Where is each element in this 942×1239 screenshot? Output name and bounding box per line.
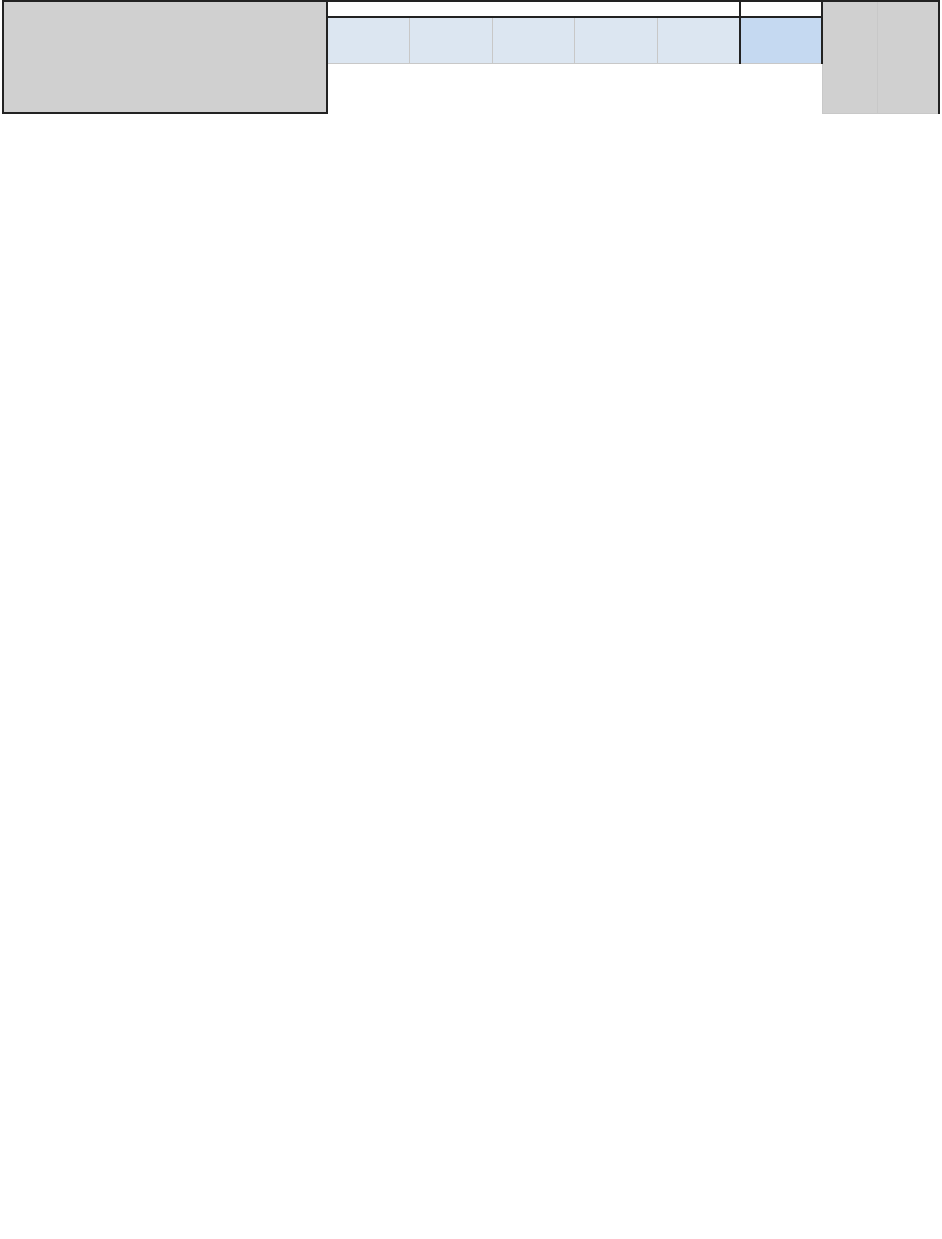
priority-header (877, 1, 939, 113)
risk-table (2, 0, 940, 114)
group-domeinspecifiek (740, 1, 823, 17)
domain-veiligheid (327, 17, 410, 63)
table-header (3, 1, 939, 113)
domain-bestuurlijk-afbreukrisico (575, 17, 658, 63)
domain-financieel (657, 17, 740, 63)
table-title (3, 1, 327, 113)
domain-openbare-orde (740, 17, 823, 63)
total-score-header (822, 1, 877, 113)
domain-kwaliteit-leefomgeving (410, 17, 493, 63)
domain-gemeentelijk-imago (492, 17, 575, 63)
group-domeinoverstijgend (327, 1, 740, 17)
